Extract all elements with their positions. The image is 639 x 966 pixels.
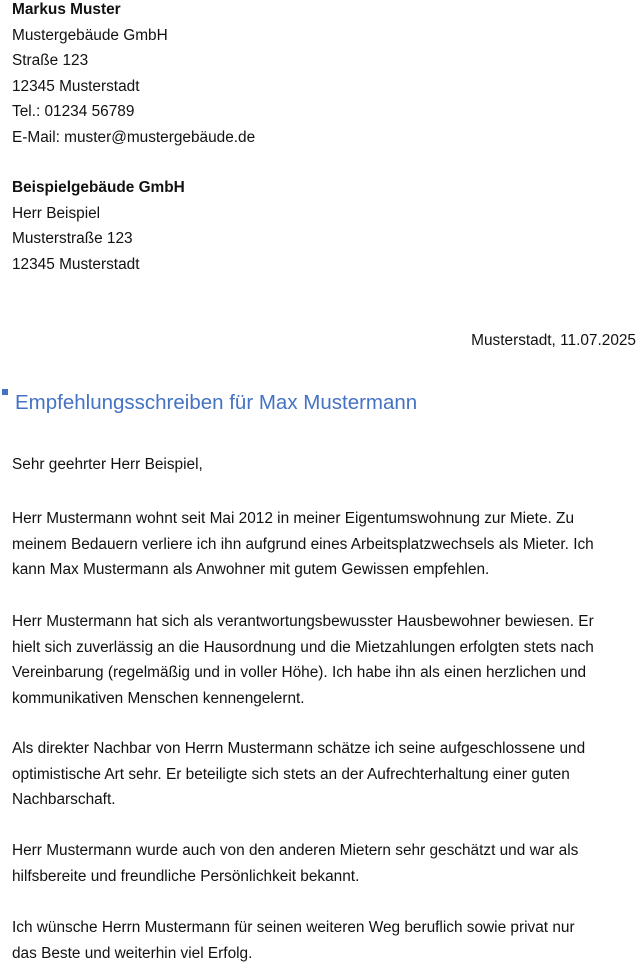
recipient-company: Beispielgebäude GmbH — [12, 179, 185, 196]
letter-title: Empfehlungsschreiben für Max Mustermann — [15, 391, 418, 414]
heading-marker-icon — [2, 389, 8, 395]
body-paragraph-3 — [12, 736, 636, 813]
recipient-street: Musterstraße 123 — [12, 230, 133, 248]
paragraph-line: das Beste und weiterhin viel Erfolg. — [12, 944, 253, 962]
letter-title-heading — [2, 388, 622, 418]
paragraph-line: Vereinbarung (regelmäßig und in voller Höhe). Ich habe ihn als einen herzlichen und — [12, 664, 587, 682]
body-paragraph-5 — [12, 915, 636, 966]
recipient-person: Herr Beispiel — [12, 204, 101, 222]
paragraph-line: optimistische Art sehr. Er beteiligte sich stets an der Aufrechterhaltung einer guten — [12, 765, 570, 783]
salutation: Sehr geehrter Herr Beispiel, — [12, 456, 203, 473]
paragraph-line: Herr Mustermann hat sich als verantwortungsbewusster Hausbewohner bewiesen. Er — [12, 613, 594, 630]
paragraph-line: Nachbarschaft. — [12, 791, 116, 809]
paragraph-line: kommunikativen Menschen kennengelernt. — [12, 690, 305, 708]
sender-street: Straße 123 — [12, 52, 89, 70]
body-paragraph-1 — [12, 506, 636, 583]
paragraph-line: meinem Bedauern verliere ich ihn aufgrund eines Arbeitsplatzwechsels als Mieter. Ich — [12, 535, 594, 553]
sender-address-block — [12, 0, 255, 151]
recipient-city: 12345 Musterstadt — [12, 255, 140, 273]
paragraph-line: Als direkter Nachbar von Herrn Mustermann schätze ich seine aufgeschlossene und — [12, 740, 586, 757]
paragraph-line: hilfsbereite und freundliche Persönlichkeit bekannt. — [12, 867, 360, 885]
paragraph-line: hielt sich zuverlässig an die Hausordnung und die Mietzahlungen erfolgten stets nach — [12, 638, 594, 656]
paragraph-line: Herr Mustermann wurde auch von den anderen Mietern sehr geschätzt und war als — [12, 842, 579, 859]
sender-name: Markus Muster — [12, 1, 121, 18]
sender-city: 12345 Musterstadt — [12, 77, 140, 95]
paragraph-line: kann Max Mustermann als Anwohner mit gutem Gewissen empfehlen. — [12, 561, 490, 579]
body-paragraph-4 — [12, 838, 636, 889]
paragraph-line: Herr Mustermann wohnt seit Mai 2012 in meiner Eigentumswohnung zur Miete. Zu — [12, 510, 575, 527]
letter-date: Musterstadt, 11.07.2025 — [471, 332, 636, 349]
sender-email: E-Mail: muster@mustergebäude.de — [12, 128, 256, 146]
body-paragraph-2 — [12, 609, 636, 712]
sender-phone: Tel.: 01234 56789 — [12, 103, 135, 121]
recipient-address-block — [12, 175, 185, 277]
sender-company: Mustergebäude GmbH — [12, 26, 168, 44]
paragraph-line: Ich wünsche Herrn Mustermann für seinen weiteren Weg beruflich sowie privat nur — [12, 919, 575, 936]
